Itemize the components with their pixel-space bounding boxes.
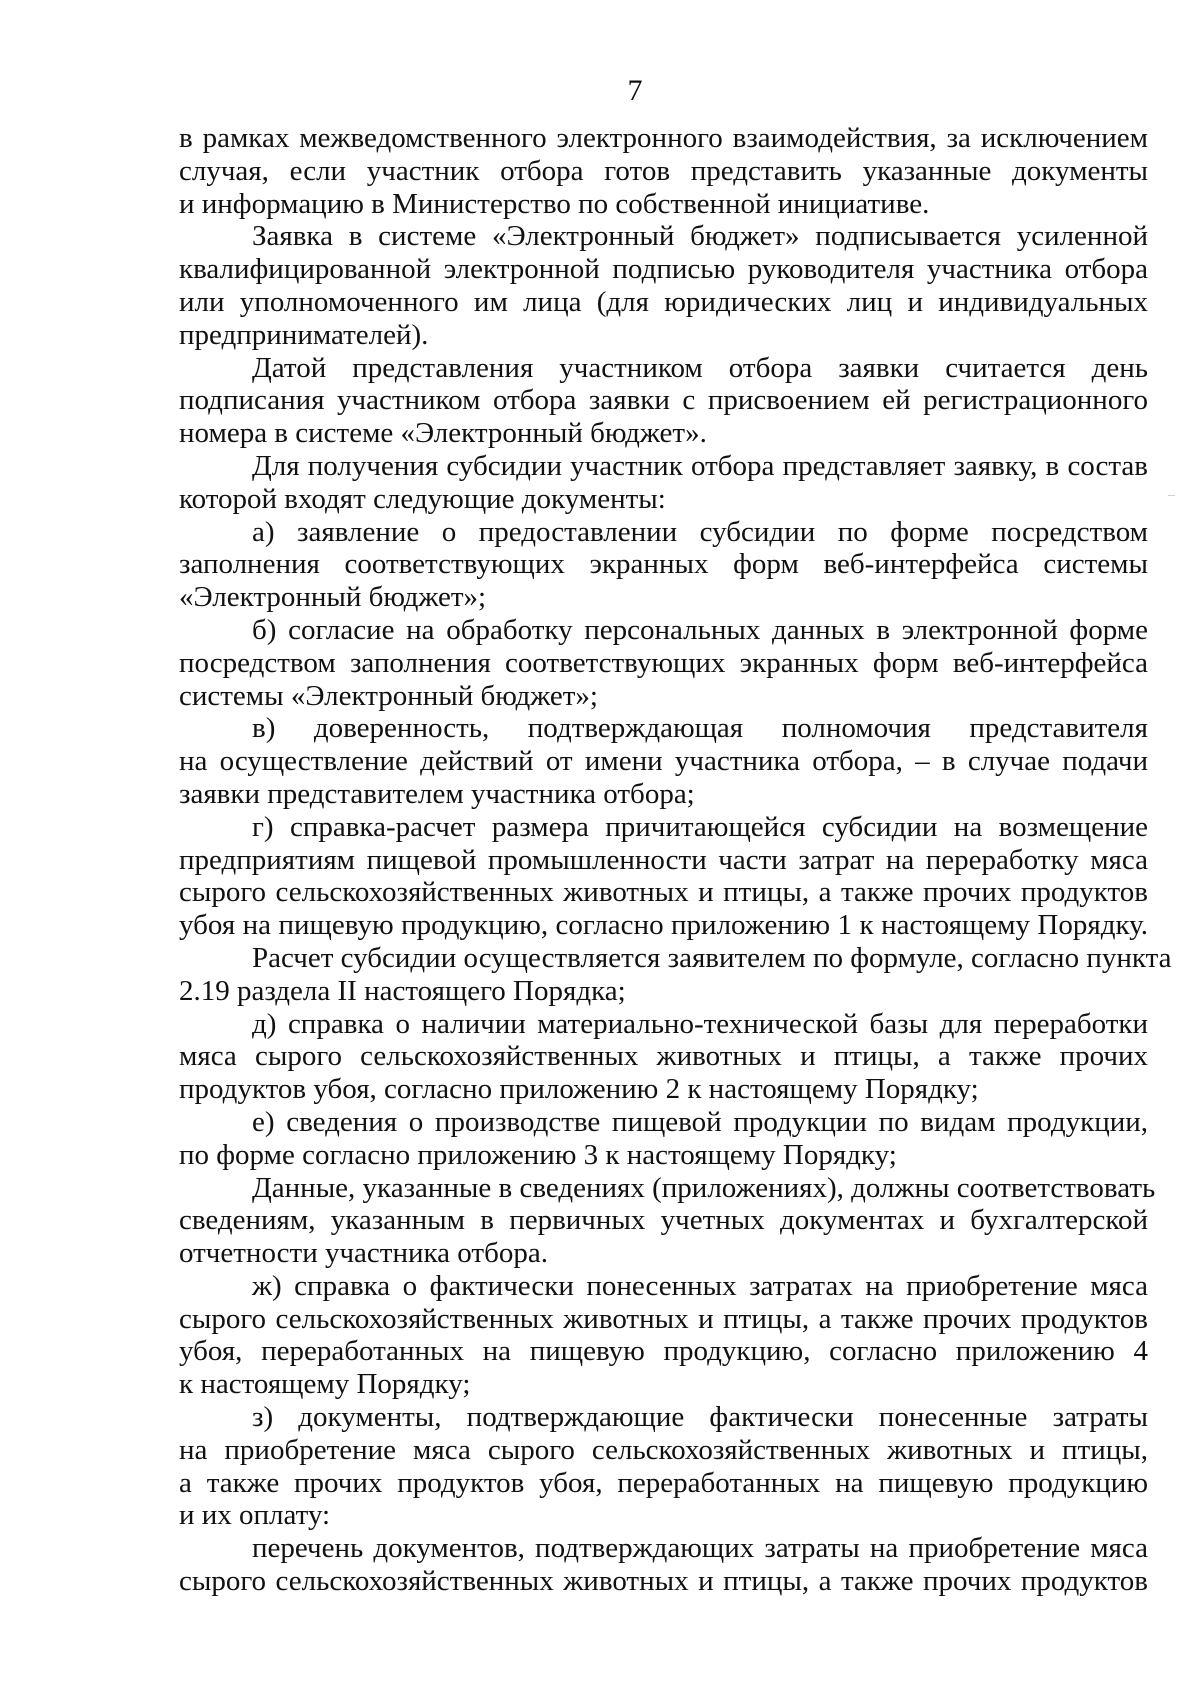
- text-line: 2.19 раздела II настоящего Порядка;: [179, 974, 626, 1007]
- text-line: по форме согласно приложению 3 к настоящему Порядку;: [179, 1138, 897, 1171]
- text-line: предпринимателей).: [179, 318, 429, 351]
- text-line: Заявка в системе «Электронный бюджет» подписывается усиленной: [252, 220, 1148, 253]
- text-line: д) справка о наличии материально-технической базы для переработки: [252, 1007, 1148, 1040]
- text-line: отчетности участника отбора.: [179, 1237, 548, 1270]
- text-line: сырого сельскохозяйственных животных и птицы, а также прочих продуктов: [179, 1565, 1148, 1598]
- text-line: ж) справка о фактически понесенных затратах на приобретение мяса: [252, 1269, 1148, 1302]
- text-line: г) справка-расчет размера причитающейся субсидии на возмещение: [252, 810, 1148, 843]
- scan-edge-mark: [1168, 495, 1175, 496]
- text-line: б) согласие на обработку персональных данных в электронной форме: [252, 613, 1148, 646]
- text-line: убоя на пищевую продукцию, согласно приложению 1 к настоящему Порядку.: [179, 909, 1148, 942]
- text-line: на приобретение мяса сырого сельскохозяйственных животных и птицы,: [179, 1433, 1148, 1466]
- text-line: убоя, переработанных на пищевую продукцию, согласно приложению 4: [179, 1335, 1148, 1368]
- text-line: сырого сельскохозяйственных животных и птицы, а также прочих продуктов: [179, 1302, 1148, 1335]
- text-line: заполнения соответствующих экранных форм веб-интерфейса системы: [179, 548, 1148, 581]
- text-line: которой входят следующие документы:: [179, 482, 666, 515]
- text-line: посредством заполнения соответствующих экранных форм веб-интерфейса: [179, 646, 1148, 679]
- text-line: «Электронный бюджет»;: [179, 581, 487, 614]
- text-line: а) заявление о предоставлении субсидии по форме посредством: [252, 515, 1148, 548]
- text-line: сырого сельскохозяйственных животных и птицы, а также прочих продуктов: [179, 876, 1148, 909]
- text-line: в) доверенность, подтверждающая полномочия представителя: [252, 712, 1148, 745]
- text-line: мяса сырого сельскохозяйственных животных и птицы, а также прочих: [179, 1040, 1148, 1073]
- text-line: Расчет субсидии осуществляется заявителем по формуле, согласно пункта: [252, 941, 1172, 974]
- text-line: заявки представителем участника отбора;: [179, 777, 695, 810]
- text-line: в рамках межведомственного электронного взаимодействия, за исключением: [179, 122, 1148, 154]
- text-line: и их оплату:: [179, 1499, 331, 1532]
- text-line: з) документы, подтверждающие фактически понесенные затраты: [252, 1401, 1148, 1434]
- text-line: и информацию в Министерство по собственной инициативе.: [179, 187, 930, 220]
- text-line: предприятиям пищевой промышленности части затрат на переработку мяса: [179, 843, 1148, 876]
- page-number: 7: [627, 74, 643, 107]
- text-line: Данные, указанные в сведениях (приложениях), должны соответствовать: [252, 1171, 1156, 1204]
- text-line: к настоящему Порядку;: [179, 1368, 471, 1401]
- text-line: подписания участником отбора заявки с присвоением ей регистрационного: [179, 384, 1148, 417]
- text-line: перечень документов, подтверждающих затраты на приобретение мяса: [252, 1532, 1148, 1565]
- text-line: квалифицированной электронной подписью руководителя участника отбора: [179, 253, 1148, 286]
- text-line: на осуществление действий от имени участника отбора, – в случае подачи: [179, 745, 1148, 778]
- text-line: Для получения субсидии участник отбора представляет заявку, в состав: [252, 449, 1148, 482]
- text-line: продуктов убоя, согласно приложению 2 к настоящему Порядку;: [179, 1073, 979, 1106]
- text-line: или уполномоченного им лица (для юридических лиц и индивидуальных: [179, 285, 1148, 318]
- body-text: [179, 122, 1172, 1598]
- text-line: а также прочих продуктов убоя, переработанных на пищевую продукцию: [179, 1466, 1148, 1499]
- text-line: Датой представления участником отбора заявки считается день: [252, 351, 1148, 384]
- text-line: системы «Электронный бюджет»;: [179, 679, 598, 712]
- text-line: е) сведения о производстве пищевой продукции по видам продукции,: [252, 1105, 1148, 1138]
- text-line: случая, если участник отбора готов представить указанные документы: [179, 154, 1148, 187]
- text-line: номера в системе «Электронный бюджет».: [179, 417, 707, 450]
- text-line: сведениям, указанным в первичных учетных документах и бухгалтерской: [179, 1204, 1148, 1237]
